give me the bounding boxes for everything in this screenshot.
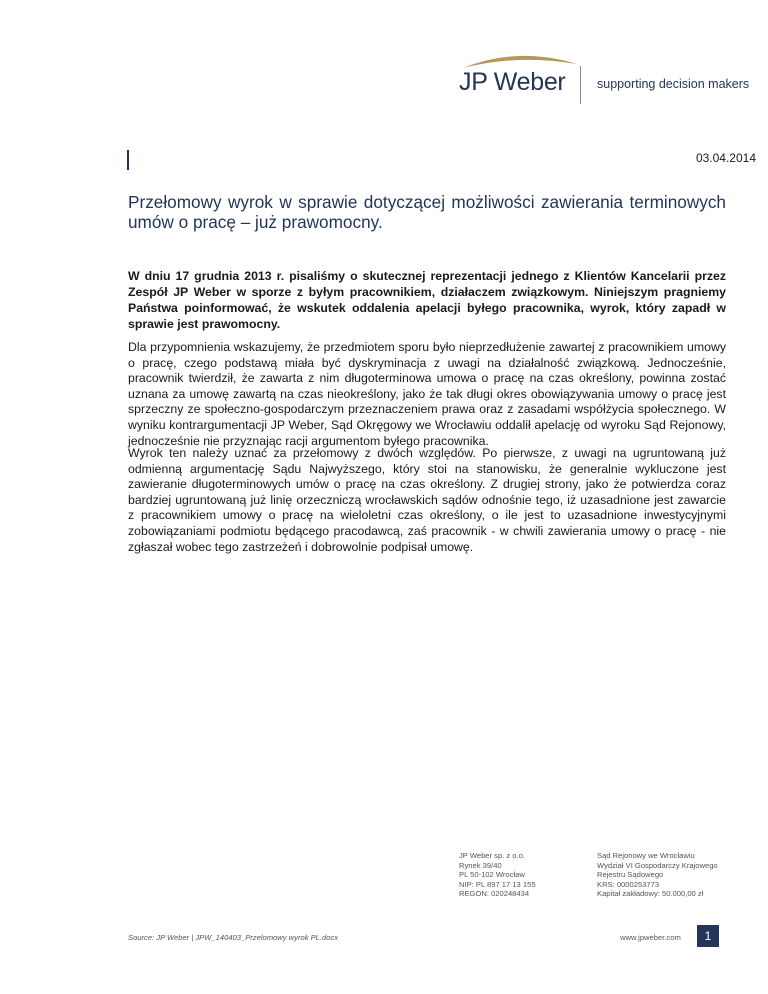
article-title: Przełomowy wyrok w sprawie dotyczącej możliwości zawierania terminowych umów o pracę – już prawomocny. [128,192,726,232]
margin-marker [127,150,129,170]
court-line: Wydział VI Gospodarczy Krajowego [597,860,718,870]
company-line: REGON: 020248434 [459,889,530,899]
court-line: KRS: 0000253773 [597,879,660,889]
website-link[interactable]: www.jpweber.com [620,933,681,942]
company-info [459,851,536,899]
document-date: 03.04.2014 [695,151,756,165]
company-line: Rynek 39/40 [459,860,502,870]
court-line: Sąd Rejonowy we Wrocławiu [597,851,695,860]
company-line: JP Weber sp. z o.o. [459,851,525,860]
company-line: PL 50-102 Wrocław [459,870,525,880]
page-number: 1 [697,925,719,947]
court-info [597,851,718,899]
court-line: Rejestru Sądowego [597,870,664,880]
logo-text: JP Weber [459,68,566,96]
article-paragraph: Wyrok ten należy uznać za przełomowy z dwóch względów. Po pierwsze, z uwagi na ugruntowaną już odmienną argumentację Sądu Najwyższego, który stoi na stanowisku, że generalnie wykluczone jest zawieranie długoterminowych umów o pracę na czas określony. Z drugiej strony, jako że potwierdza coraz bardziej ugruntowaną już linię orzeczniczą wrocławskich sądów odnośnie tego, iż uzasadnione jest zawarcie z pracownikiem umowy o pracę na wieloletni czas określony, o ile jest to uzasadnione inwestycyjnymi zobowiązaniami podmiotu będącego pracodawcą, zaś pracownik - w chwili zawierania umowy o pracę - nie zgłaszał wobec tego zastrzeżeń i dobrowolnie podpisał umowę. [128,446,726,554]
article-paragraph: Dla przypomnienia wskazujemy, że przedmiotem sporu było nieprzedłużenie zawartej z pracownikiem umowy o pracę, czego podstawą miała być dyskryminacja z uwagi na działalność związkową. Jednocześnie, pracownik twierdził, że zawarta z nim długoterminowa umowa o pracę na czas określony, powinna zostać uznana za umowę zawartą na czas nieokreślony, jako że tak długi okres obowiązywania umowy o pracę jest sprzeczny ze społeczno-gospodarczym przeznaczeniem prawa oraz z zasadami współżycia społecznego. W wyniku kontrargumentacji JP Weber, Sąd Okręgowy we Wrocławiu oddalił apelację od wyroku Sąd Rejonowy, jednocześnie nie przyznając racji argumentom byłego pracownika. [128,340,726,448]
logo-divider [580,66,581,104]
tagline: supporting decision makers [597,77,750,91]
company-line: NIP: PL 897 17 13 155 [459,879,536,889]
article-lead: W dniu 17 grudnia 2013 r. pisaliśmy o skutecznej reprezentacji jednego z Klientów Kancelarii przez Zespół JP Weber w sporze z byłym pracownikiem, działaczem związkowym. Niniejszym pragniemy Państwa poinformować, że wskutek oddalenia apelacji byłego pracownika, wyrok, który zapadł w sprawie jest prawomocny. [128,269,726,331]
court-line: Kapitał zakładowy: 50.000,00 zł [597,889,704,899]
source-note: Source: JP Weber | JPW_140403_Przelomowy wyrok PL.docx [128,933,339,942]
